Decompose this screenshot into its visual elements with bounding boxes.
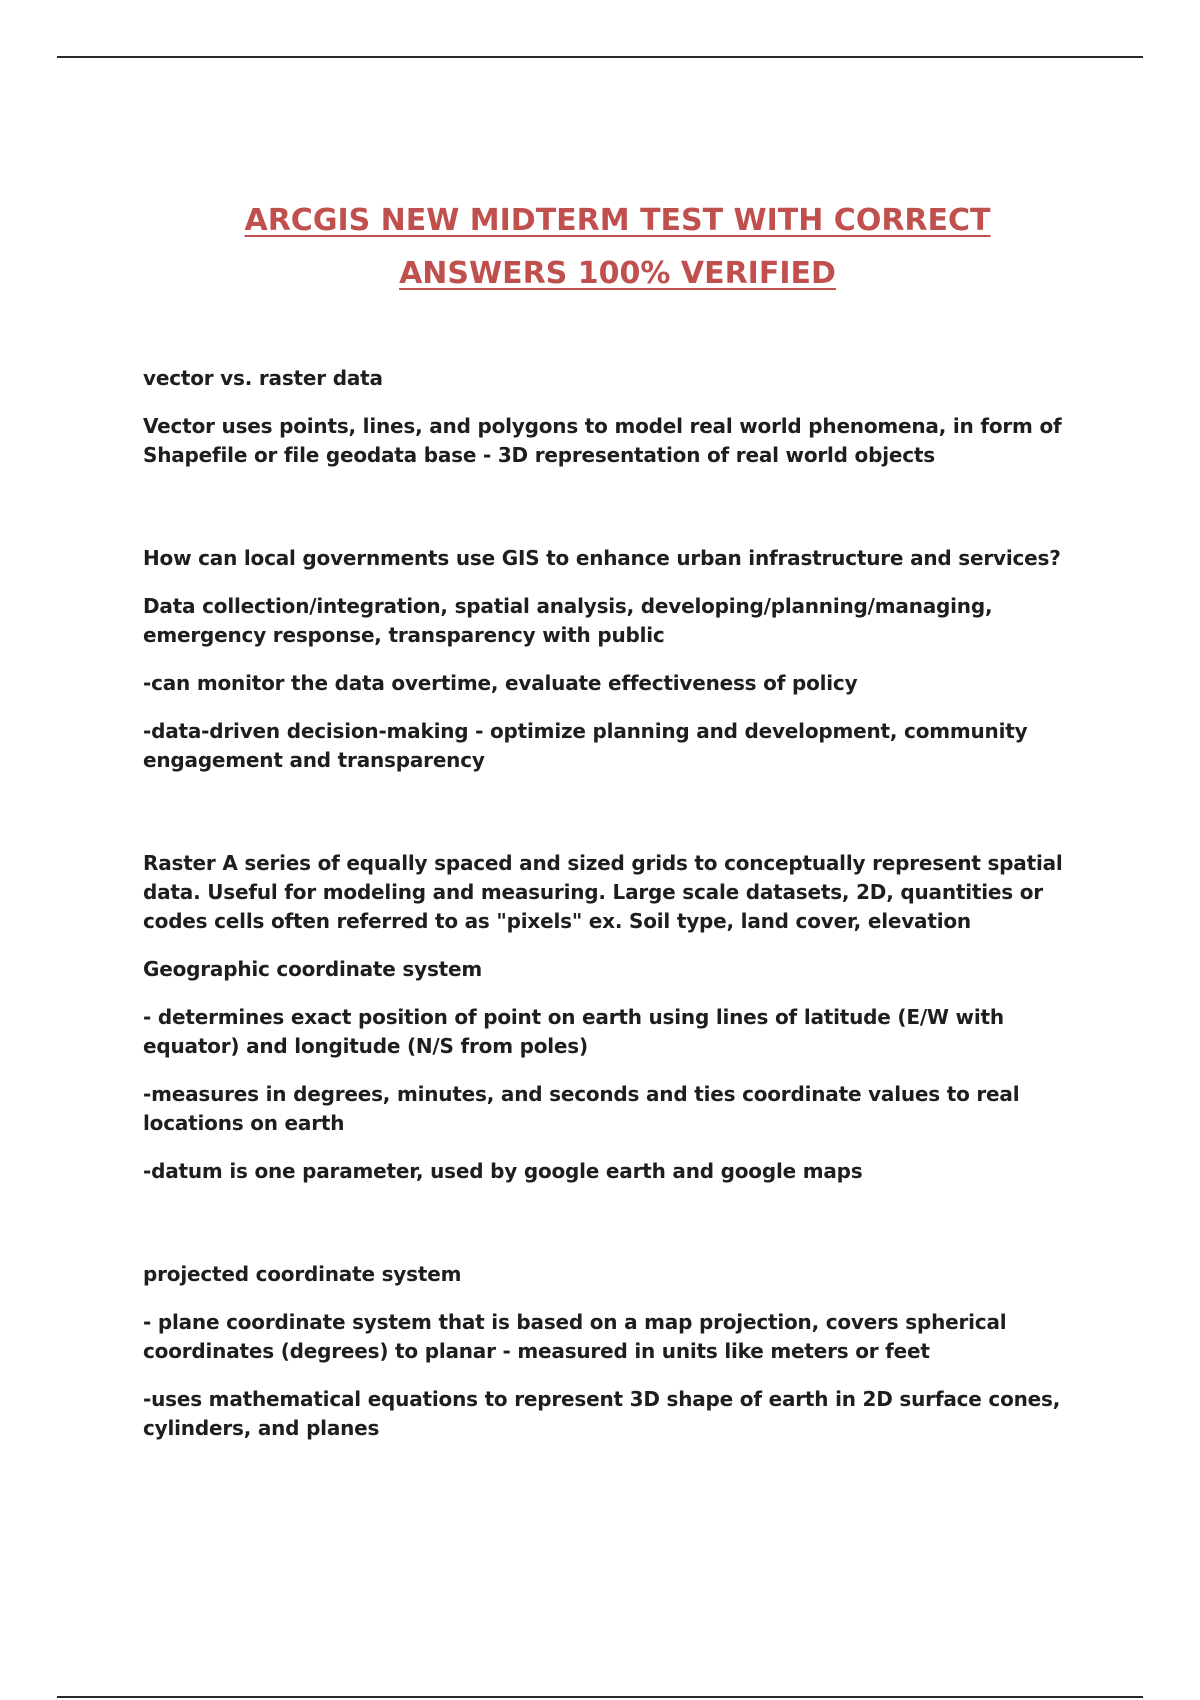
question-vector-vs-raster: vector vs. raster data xyxy=(143,366,383,390)
raster-definition: Raster A series of equally spaced and sized grids to conceptually represent spatial data. Useful for modeling and measuring. Large scale datasets, 2D, quantities or codes cells often referred to as "pixels" ex. Soil type, land cover, elevation xyxy=(143,851,1063,933)
answer-bullet-plane: - plane coordinate system that is based on a map projection, covers spherical coordinates (degrees) to planar - measured in units like meters or feet xyxy=(143,1310,1007,1363)
top-rule xyxy=(57,56,1143,58)
answer-local-governments: Data collection/integration, spatial analysis, developing/planning/managing, emergency response, transparency with public xyxy=(143,594,993,647)
bottom-rule xyxy=(57,1696,1143,1698)
question-geographic-coordinate-system: Geographic coordinate system xyxy=(143,957,483,981)
document-title xyxy=(0,194,1200,300)
block-spacer xyxy=(143,489,1093,544)
question-projected-coordinate-system: projected coordinate system xyxy=(143,1262,462,1286)
document-body xyxy=(143,364,1093,1462)
title-line-1: ARCGIS NEW MIDTERM TEST WITH CORRECT xyxy=(244,203,991,238)
block-spacer xyxy=(143,1205,1093,1260)
answer-bullet-data-driven: -data-driven decision-making - optimize planning and development, community engagement and transparency xyxy=(143,719,1028,772)
block-spacer xyxy=(143,794,1093,849)
answer-bullet-equations: -uses mathematical equations to represent 3D shape of earth in 2D surface cones, cylinders, and planes xyxy=(143,1387,1061,1440)
answer-bullet-monitor: -can monitor the data overtime, evaluate effectiveness of policy xyxy=(143,671,858,695)
question-local-governments: How can local governments use GIS to enhance urban infrastructure and services? xyxy=(143,546,1061,570)
title-line-2: ANSWERS 100% VERIFIED xyxy=(399,256,836,291)
answer-vector: Vector uses points, lines, and polygons to model real world phenomena, in form of Shapefile or file geodata base - 3D representation of real world objects xyxy=(143,414,1062,467)
answer-bullet-datum: -datum is one parameter, used by google earth and google maps xyxy=(143,1159,863,1183)
answer-bullet-position: - determines exact position of point on earth using lines of latitude (E/W with equator) and longitude (N/S from poles) xyxy=(143,1005,1004,1058)
answer-bullet-degrees: -measures in degrees, minutes, and seconds and ties coordinate values to real locations on earth xyxy=(143,1082,1020,1135)
